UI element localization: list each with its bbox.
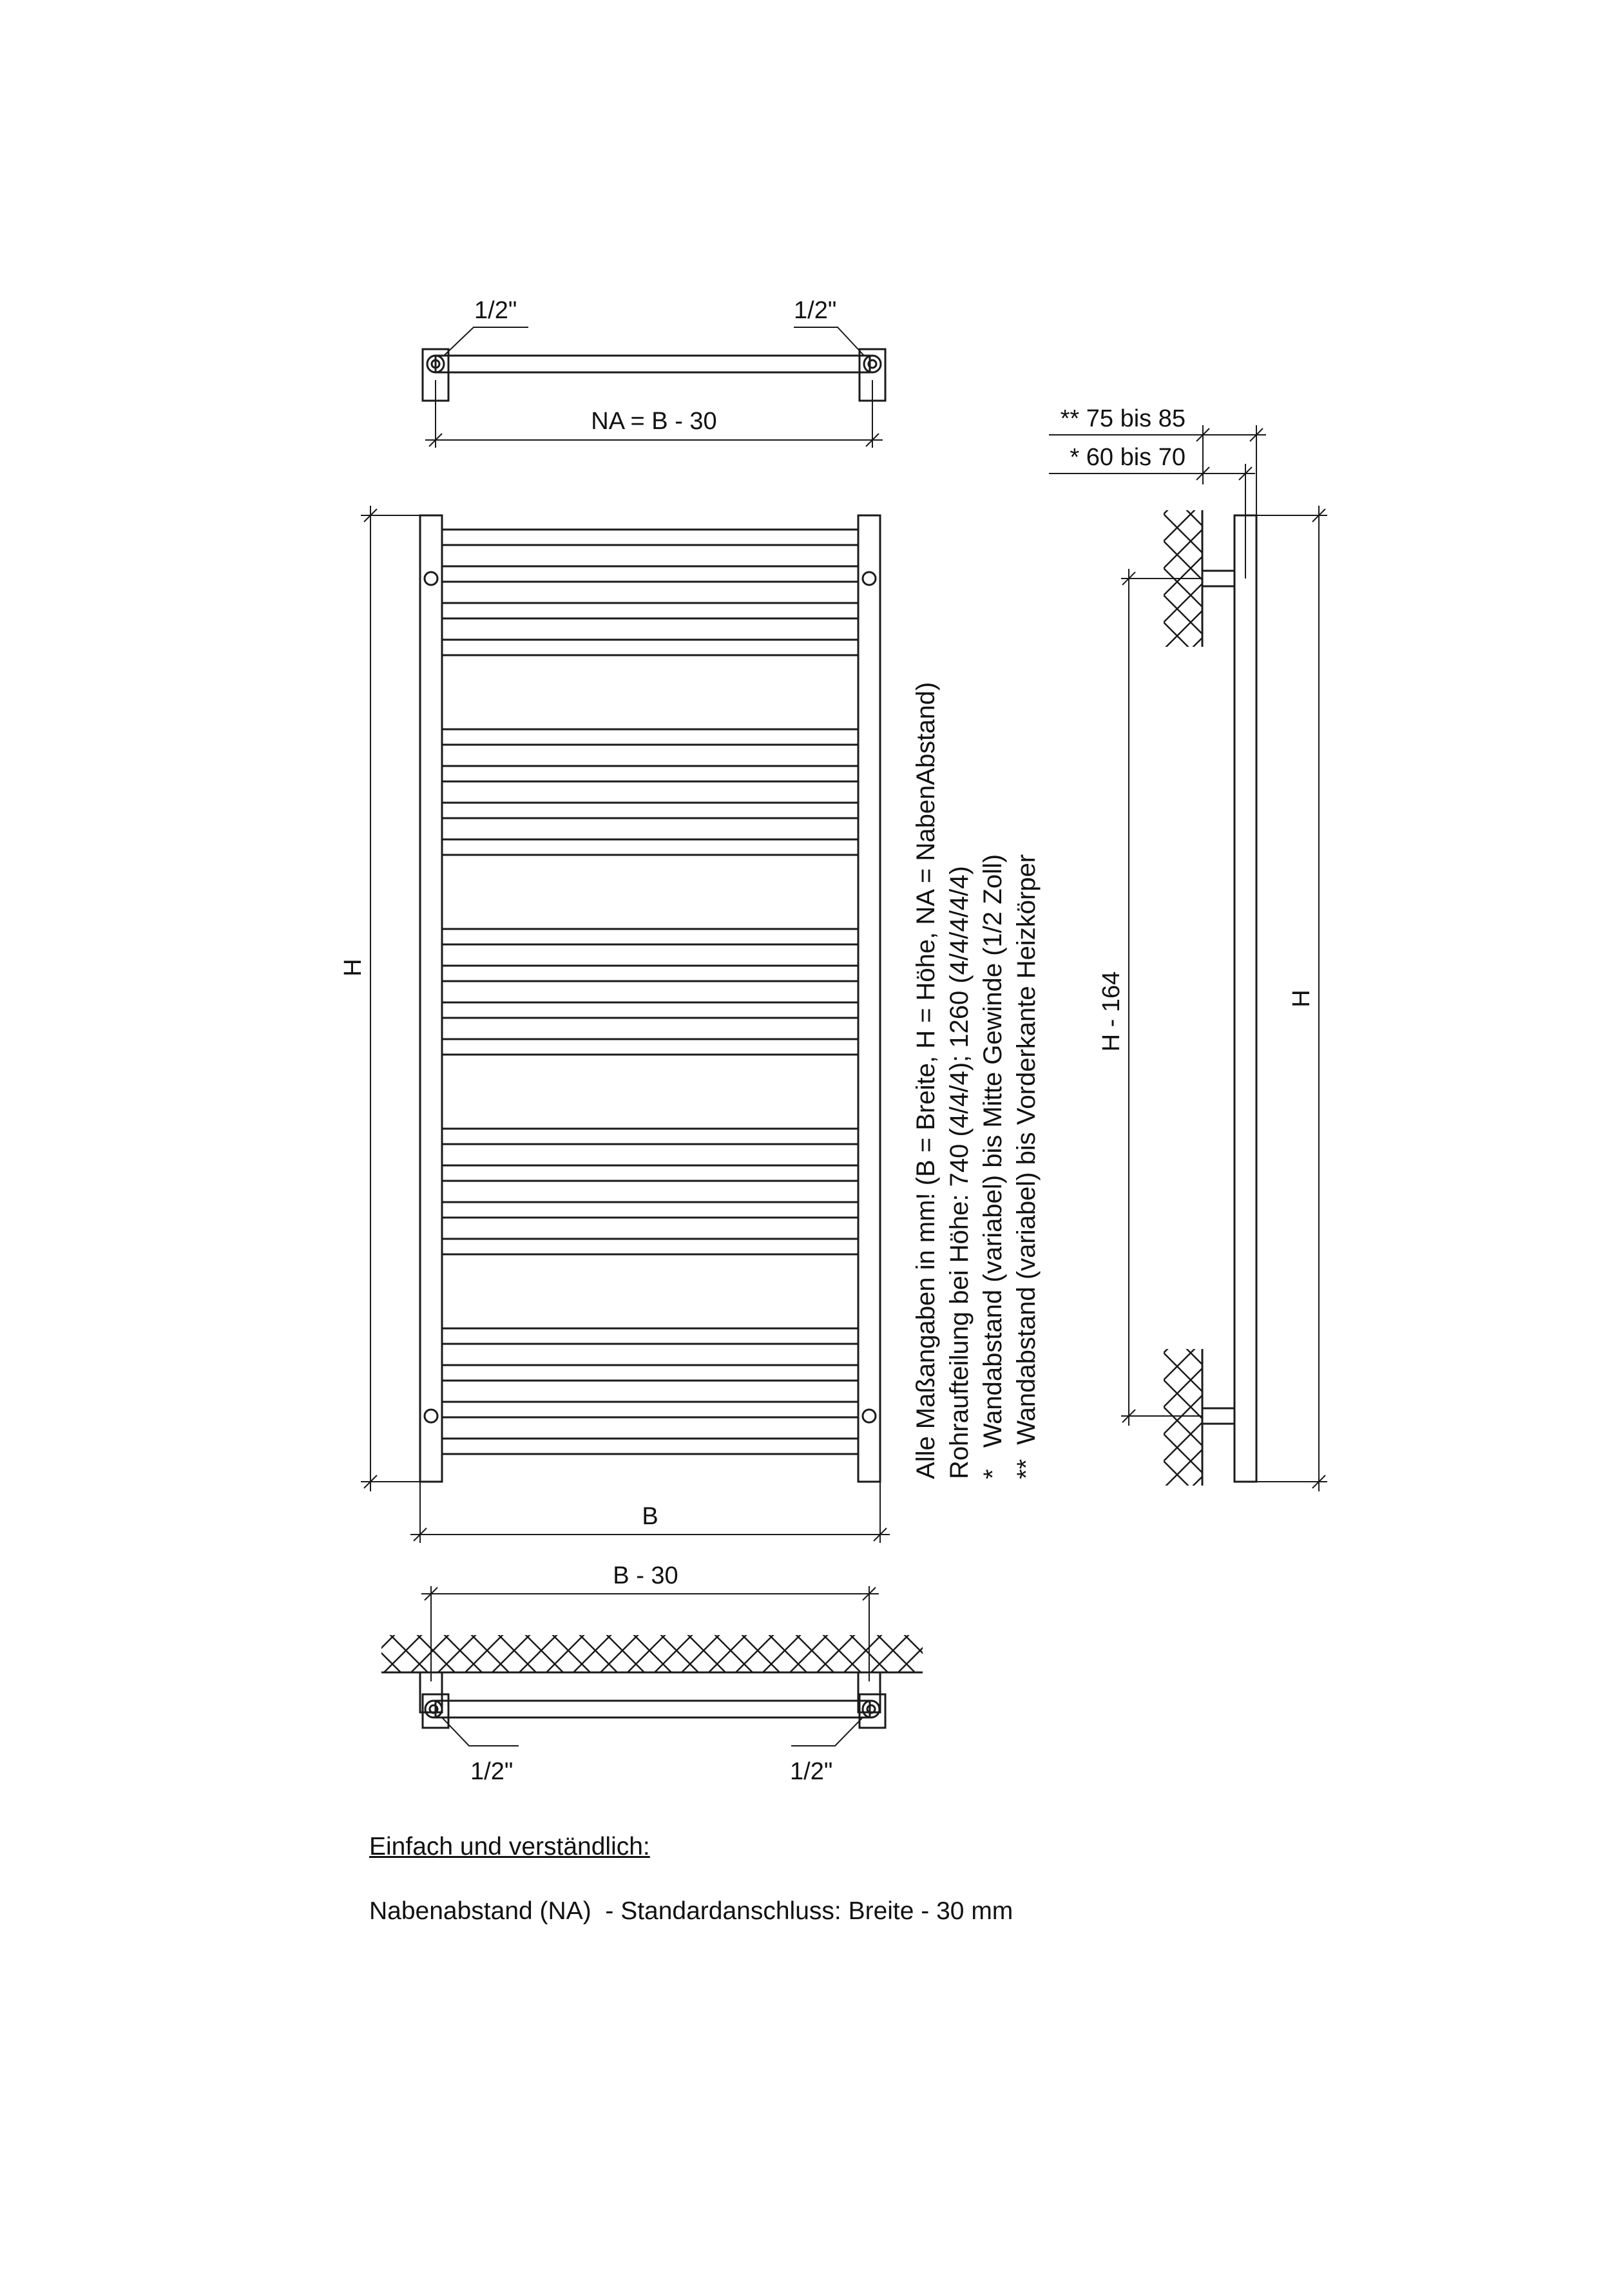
note-line-4: ** Wandabstand (variabel) bis Vorderkante Heizkörper [1012, 854, 1041, 1479]
side-upper-bracket [1202, 571, 1234, 586]
top-na-label: NA = B - 30 [591, 408, 717, 435]
front-view [340, 506, 890, 1543]
front-tube [442, 729, 858, 745]
side-lower-wall-hatch [1164, 1349, 1202, 1486]
front-tube [442, 566, 858, 582]
top-view [423, 297, 885, 448]
top-right-thread-label: 1/2" [794, 297, 837, 324]
side-height-label: H [1288, 990, 1315, 1008]
side-view [1049, 405, 1327, 1491]
front-tube [442, 766, 858, 781]
front-bottom-right-port-icon [863, 1410, 876, 1422]
front-tube [442, 1239, 858, 1254]
front-bottom-left-port-icon [425, 1410, 437, 1422]
front-tube [442, 530, 858, 545]
bottom-view [381, 1562, 923, 1785]
top-view-rail [436, 356, 870, 372]
front-tube [442, 1202, 858, 1218]
front-width-label: B [642, 1503, 658, 1530]
front-tube [442, 929, 858, 944]
front-tube [442, 1039, 858, 1055]
note-line-3: * Wandabstand (variabel) bis Mitte Gewinde (1/2 Zoll) [979, 854, 1007, 1479]
footer-line: Nabenabstand (NA) - Standardanschluss: Breite - 30 mm [369, 1897, 1013, 1925]
bottom-left-thread-leader [441, 1717, 519, 1746]
bottom-left-thread-label: 1/2" [470, 1758, 514, 1785]
front-height-label: H [340, 959, 367, 977]
front-tube [442, 1002, 858, 1018]
notes-block [912, 682, 1041, 1479]
front-top-right-port-icon [863, 572, 876, 585]
side-radiator-profile [1234, 515, 1256, 1482]
front-tube [442, 1165, 858, 1181]
bottom-view-rail [436, 1701, 870, 1717]
bottom-left-thread-icon [425, 1701, 442, 1717]
bottom-right-thread-icon [863, 1701, 879, 1717]
front-tube [442, 1129, 858, 1144]
footer-heading: Einfach und verständlich: [369, 1833, 650, 1861]
front-top-left-port-icon [425, 572, 437, 585]
side-dist-front-label: ** 75 bis 85 [1060, 405, 1186, 432]
bottom-b30-label: B - 30 [613, 1562, 678, 1589]
front-right-collector [858, 515, 880, 1482]
front-tube [442, 1402, 858, 1417]
note-line-1: Alle Maßangaben in mm! (B = Breite, H = Höhe, NA = NabenAbstand) [912, 682, 940, 1479]
front-tube [442, 603, 858, 618]
top-right-thread-icon [864, 356, 881, 372]
front-tube [442, 1365, 858, 1381]
top-left-thread-leader [443, 327, 528, 356]
side-dist-center-label: * 60 bis 70 [1070, 444, 1186, 471]
front-tube [442, 1328, 858, 1344]
note-line-2: Rohraufteilung bei Höhe: 740 (4/4/4); 1260 (4/4/4/4/4) [945, 866, 974, 1479]
top-left-thread-label: 1/2" [474, 297, 517, 324]
bottom-wall-hatch [381, 1635, 923, 1672]
front-tubes [442, 530, 858, 1454]
front-tube [442, 839, 858, 855]
side-lower-bracket [1202, 1408, 1234, 1424]
front-left-collector [420, 515, 442, 1482]
front-tube [442, 966, 858, 981]
bottom-right-thread-label: 1/2" [790, 1758, 833, 1785]
side-h164-label: H - 164 [1098, 971, 1125, 1052]
front-tube [442, 1439, 858, 1454]
top-right-thread-leader [794, 327, 865, 356]
bottom-right-thread-leader [791, 1717, 863, 1746]
front-tube [442, 803, 858, 818]
front-tube [442, 640, 858, 655]
